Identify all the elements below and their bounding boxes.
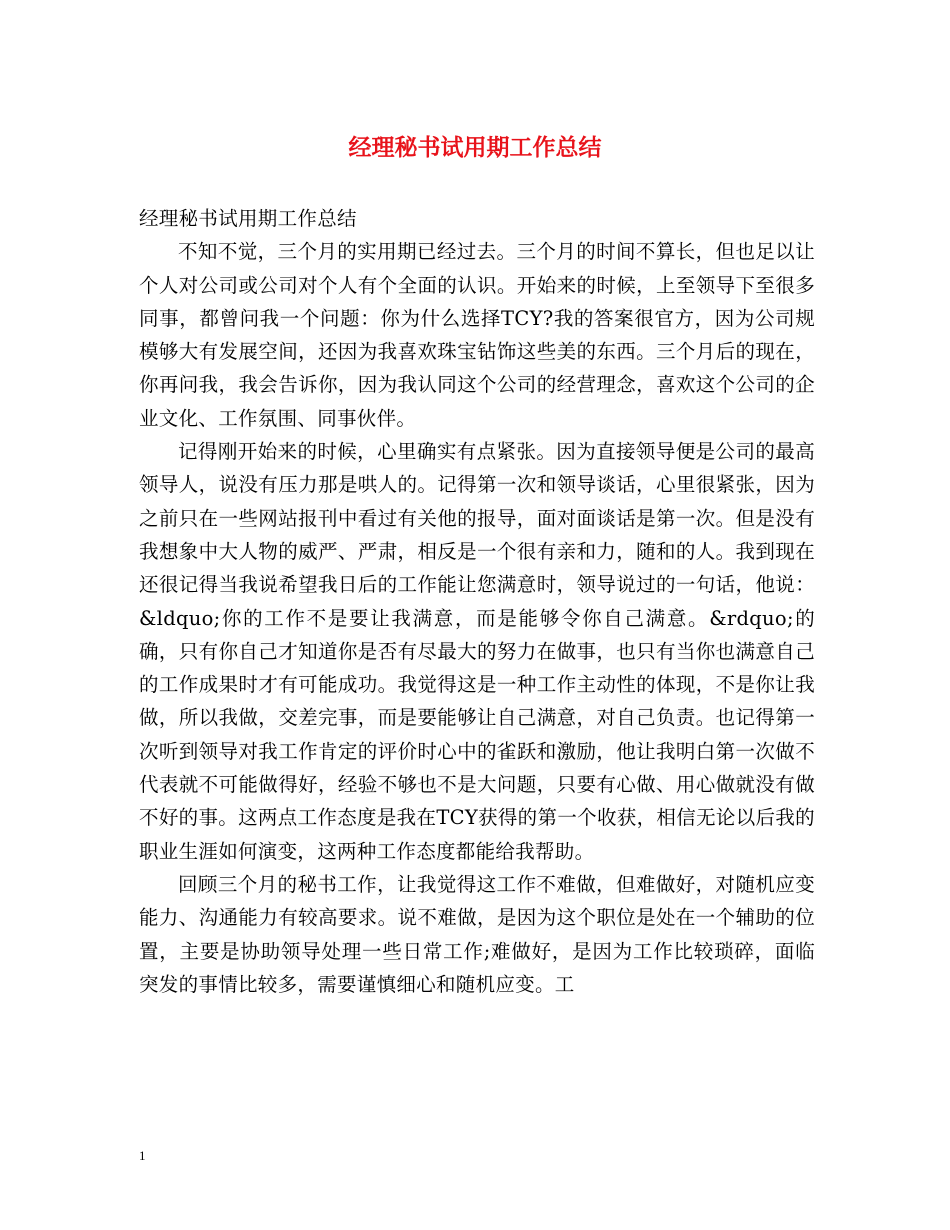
document-title: 经理秘书试用期工作总结 (348, 134, 602, 161)
paragraph-2: 记得刚开始来的时候，心里确实有点紧张。因为直接领导便是公司的最高领导人，说没有压力那是哄人的。记得第一次和领导谈话，心里很紧张，因为之前只在一些网站报刊中看过有关他的报导，面对面谈话是第一次。但是没有我想象中大人物的威严、严肃，相反是一个很有亲和力，随和的人。我到现在还很记得当我说希望我日后的工作能让您满意时，领导说过的一句话，他说：&ldquo;你的工作不是要让我满意，而是能够令你自己满意。&rdquo;的确，只有你自己才知道你是否有尽最大的努力在做事，也只有当你也满意自己的工作成果时才有可能成功。我觉得这是一种工作主动性的体现，不是你让我做，所以我做，交差完事，而是要能够让自己满意，对自己负责。也记得第一次听到领导对我工作肯定的评价时心中的雀跃和激励，他让我明白第一次做不代表就不可能做得好，经验不够也不是大问题，只要有心做、用心做就没有做不好的事。这两点工作态度是我在TCY获得的第一个收获，相信无论以后我的职业生涯如何演变，这两种工作态度都能给我帮助。 (139, 440, 815, 863)
paragraph-3: 回顾三个月的秘书工作，让我觉得这工作不难做，但难做好，对随机应变能力、沟通能力有较高要求。说不难做，是因为这个职位是处在一个辅助的位置，主要是协助领导处理一些日常工作;难做好，是因为工作比较琐碎，面临突发的事情比较多，需要谨慎细心和随机应变。工 (139, 872, 815, 996)
document-body (139, 202, 815, 1001)
document-subtitle: 经理秘书试用期工作总结 (139, 207, 357, 230)
paragraph-1: 不知不觉，三个月的实用期已经过去。三个月的时间不算长，但也足以让个人对公司或公司对个人有个全面的认识。开始来的时候，上至领导下至很多同事，都曾问我一个问题：你为什么选择TCY?我的答案很官方，因为公司规模够大有发展空间，还因为我喜欢珠宝钻饰这些美的东西。三个月后的现在，你再问我，我会告诉你，因为我认同这个公司的经营理念，喜欢这个公司的企业文化、工作氛围、同事伙伴。 (139, 240, 815, 430)
page-number: 1 (139, 1148, 146, 1163)
